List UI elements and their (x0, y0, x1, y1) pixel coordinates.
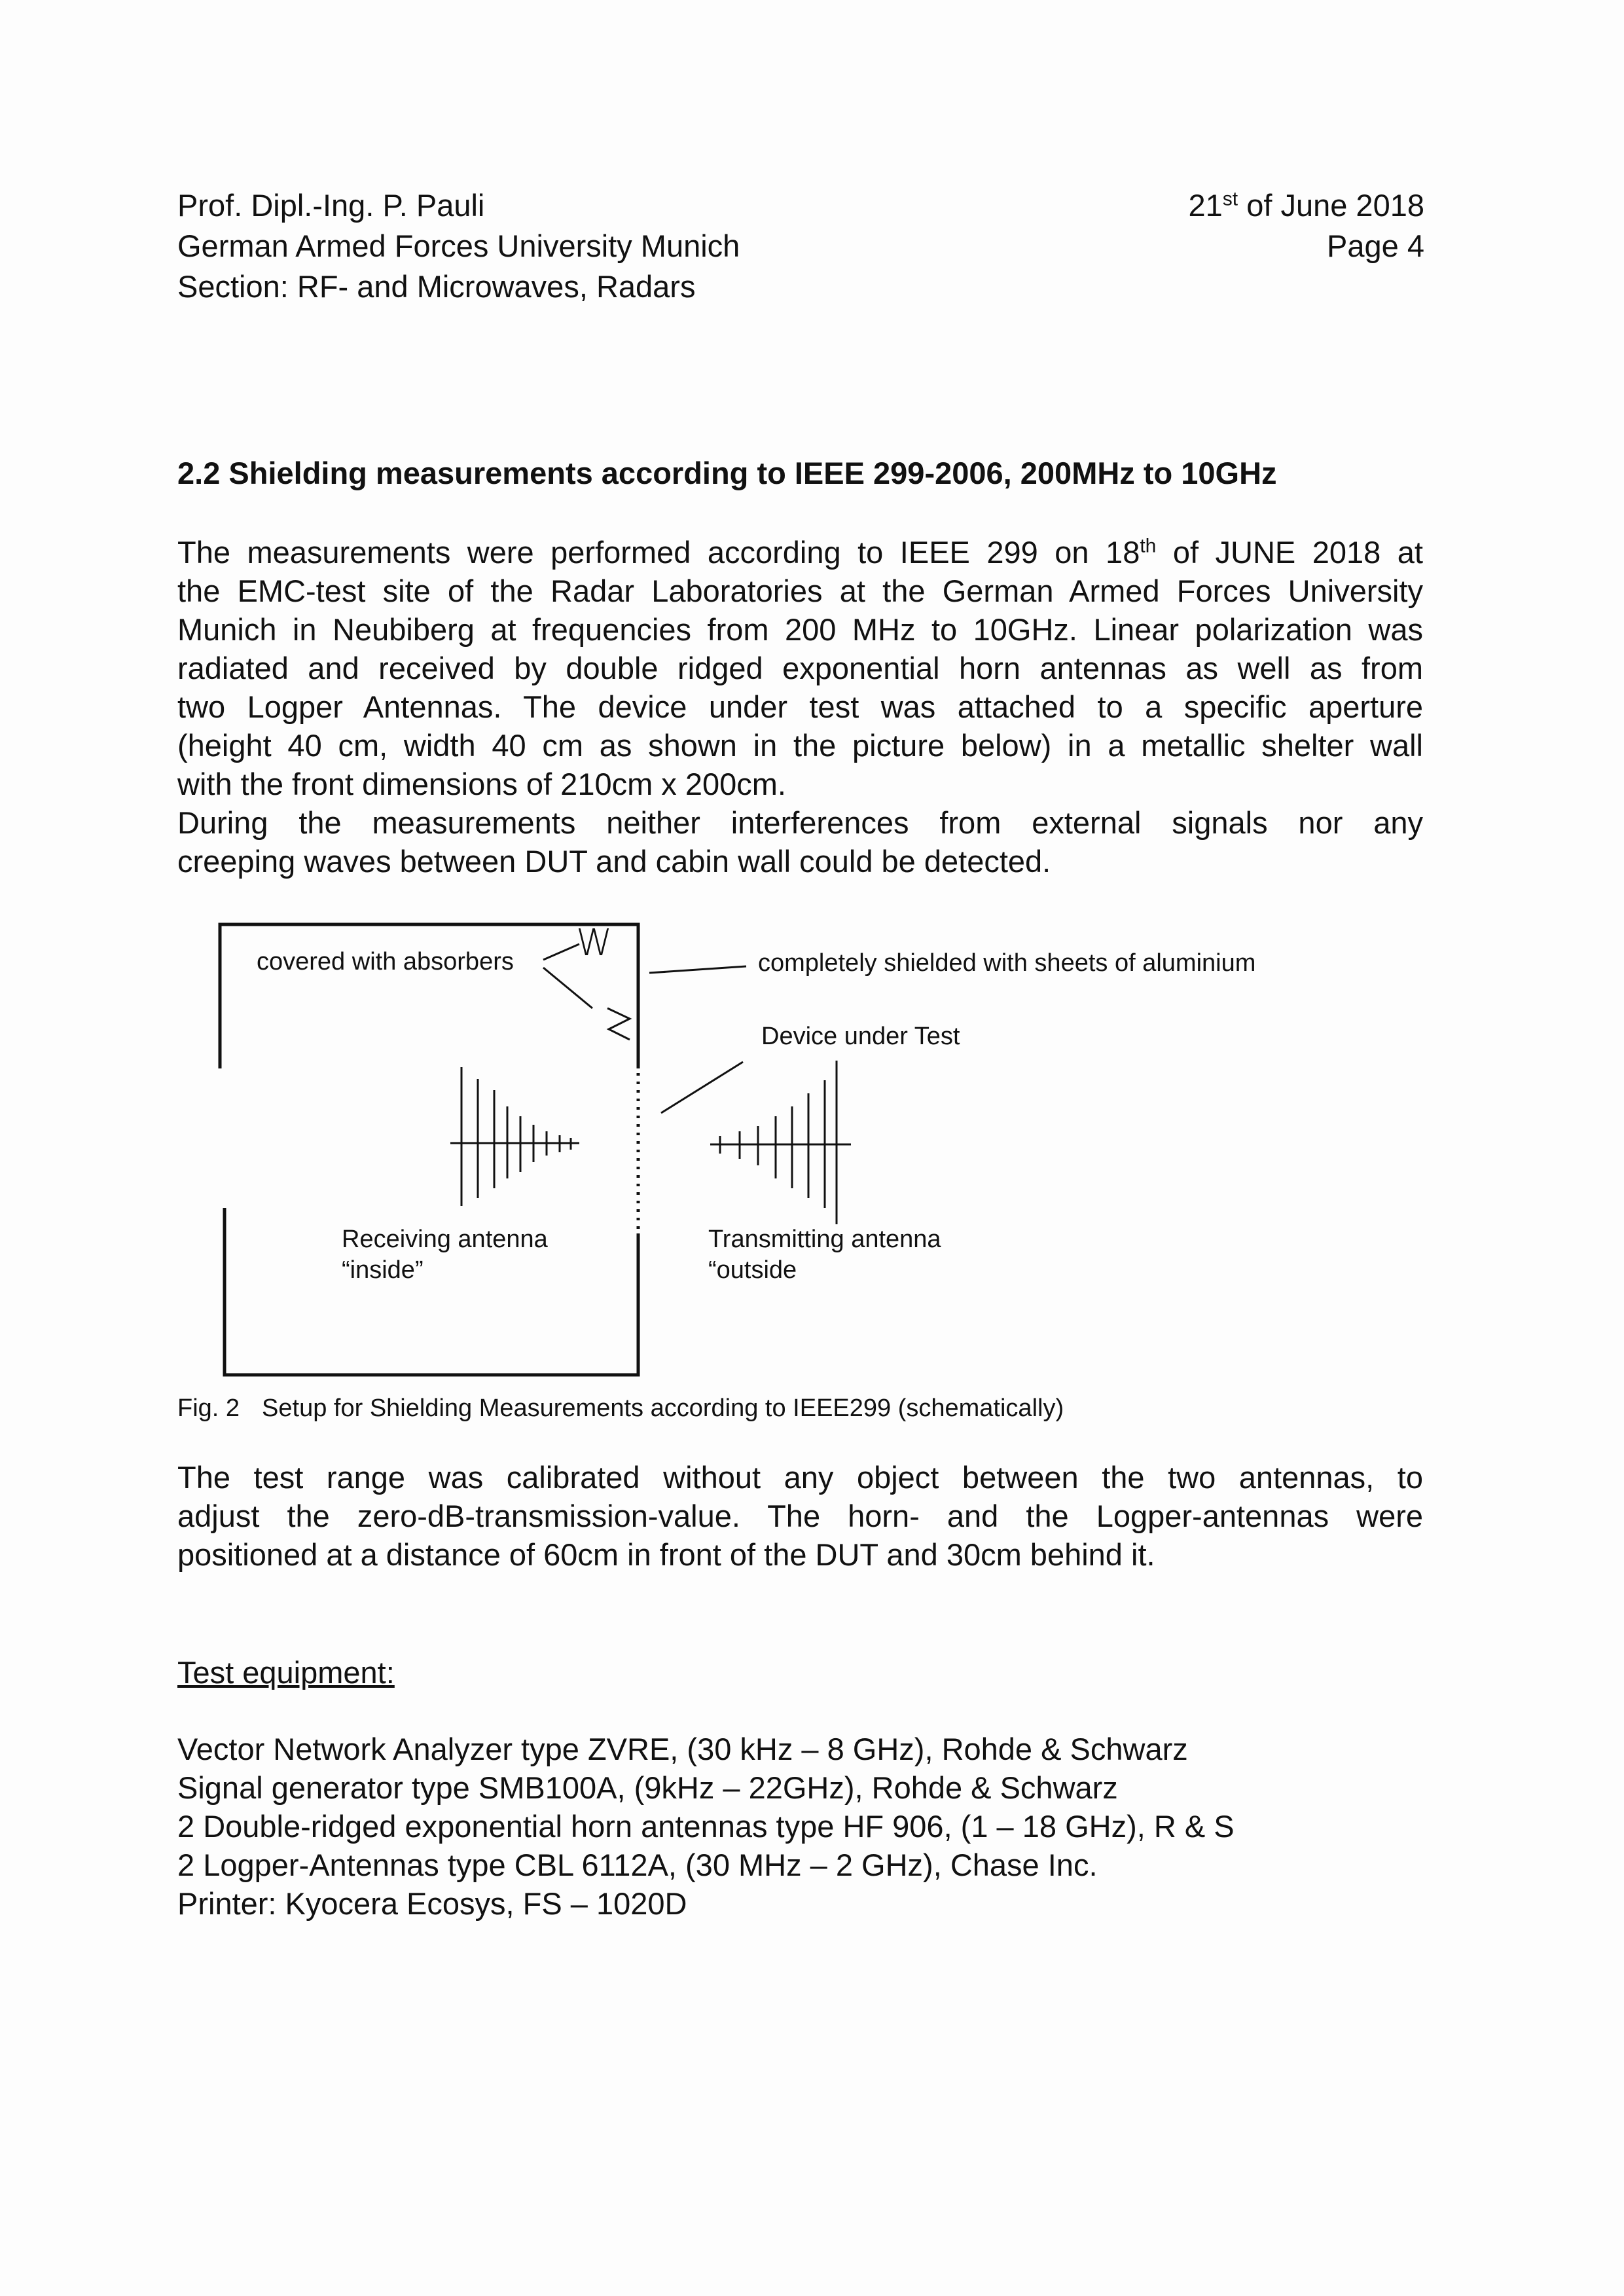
caption-number: Fig. 2 (177, 1394, 240, 1422)
paragraph-line: During the measurements neither interferences from external signals nor any (177, 805, 1423, 840)
list-item: 2 Logper-Antennas type CBL 6112A, (30 MHz – 2 GHz), Chase Inc. (177, 1848, 1098, 1882)
paragraph-line: Munich in Neubiberg at frequencies from 200 MHz to 10GHz. Linear polarization was (177, 612, 1423, 647)
list-item: Printer: Kyocera Ecosys, FS – 1020D (177, 1886, 687, 1921)
author-name: Prof. Dipl.-Ing. P. Pauli (177, 188, 485, 223)
dut-leader (661, 1062, 743, 1113)
shielded-leader (649, 966, 746, 973)
caption-text: Setup for Shielding Measurements according to IEEE299 (schematically) (262, 1394, 1064, 1422)
section-name: Section: RF- and Microwaves, Radars (177, 269, 696, 304)
page-number: Page 4 (1327, 228, 1424, 263)
receiving-antenna-icon (450, 1067, 579, 1206)
document-date: 21st of June 2018 (1188, 188, 1424, 223)
equipment-list (177, 1730, 1235, 1923)
figure-caption (177, 1394, 1064, 1423)
paragraph-line: with the front dimensions of 210cm x 200cm. (177, 767, 786, 801)
shielded-label: completely shielded with sheets of aluminium (758, 949, 1256, 977)
list-item: 2 Double-ridged exponential horn antennas type HF 906, (1 – 18 GHz), R & S (177, 1809, 1235, 1844)
list-item: Signal generator type SMB100A, (9kHz – 22GHz), Rohde & Schwarz (177, 1770, 1118, 1805)
receiving-antenna-label: Receiving antenna “inside” (342, 1226, 548, 1284)
paragraph-line: two Logper Antennas. The device under test was attached to a specific aperture (177, 689, 1423, 724)
transmitting-antenna-label: Transmitting antenna “outside (708, 1226, 941, 1284)
absorber-mark-icon: W (576, 922, 613, 964)
paragraph-line: The measurements were performed according to IEEE 299 on 18th of JUNE 2018 at (177, 535, 1423, 570)
dut-label: Device under Test (761, 1023, 960, 1050)
absorber-wedge-icon (607, 1008, 630, 1040)
list-item: Vector Network Analyzer type ZVRE, (30 kHz – 8 GHz), Rohde & Schwarz (177, 1732, 1188, 1766)
paragraph-line: The test range was calibrated without any object between the two antennas, to (177, 1460, 1423, 1495)
equipment-title: Test equipment: (177, 1655, 395, 1690)
paragraph-line: radiated and received by double ridged exponential horn antennas as well as from (177, 651, 1423, 685)
absorbers-leader (543, 944, 579, 960)
paragraph-line: positioned at a distance of 60cm in front of the DUT and 30cm behind it. (177, 1537, 1155, 1572)
transmitting-antenna-icon (710, 1061, 851, 1224)
paragraph-line: the EMC-test site of the Radar Laboratories at the German Armed Forces University (177, 574, 1423, 608)
paragraph-line: adjust the zero-dB-transmission-value. The horn- and the Logper-antennas were (177, 1499, 1423, 1533)
paragraph-line: (height 40 cm, width 40 cm as shown in the picture below) in a metallic shelter wall (177, 728, 1423, 763)
institution-name: German Armed Forces University Munich (177, 228, 740, 263)
section-heading: 2.2 Shielding measurements according to IEEE 299-2006, 200MHz to 10GHz (177, 456, 1277, 490)
paragraph-line: creeping waves between DUT and cabin wall could be detected. (177, 844, 1051, 879)
paragraph-calibration (177, 1458, 1423, 1574)
absorbers-label: covered with absorbers (257, 948, 514, 975)
absorbers-leader-2 (543, 968, 592, 1008)
